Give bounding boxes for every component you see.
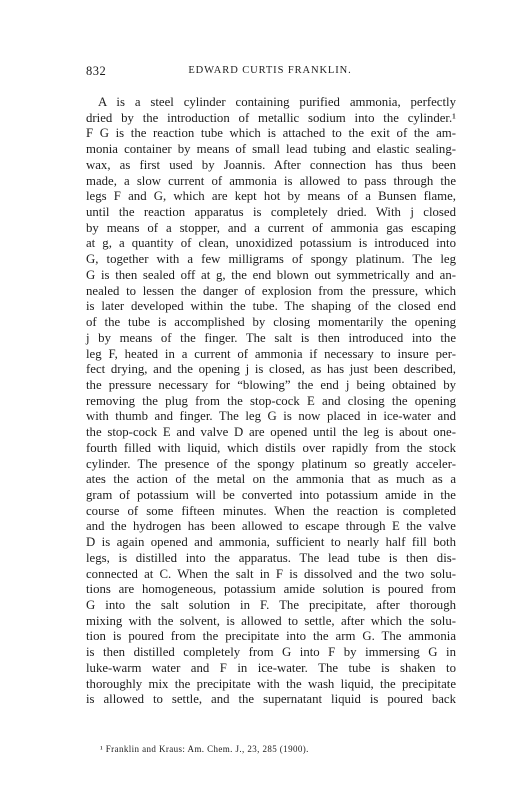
- text-line: wax, as first used by Joannis. After connection has thus been: [86, 157, 456, 172]
- text-line: at g, a quantity of clean, unoxidized potassium is introduced into: [86, 236, 456, 251]
- text-line: G into the salt solution in F. The precipitate, after thorough: [86, 598, 456, 612]
- text-line: and the hydrogen has been allowed to escape through E the valve: [86, 519, 456, 534]
- text-line: is allowed to settle, and the supernatant liquid is poured back: [86, 692, 456, 707]
- text-line: made, a slow current of ammonia is allowed to pass through the: [86, 173, 456, 188]
- text-line: until the reaction apparatus is completely dried. With j closed: [86, 205, 456, 220]
- text-line: tion is poured from the precipitate into the arm G. The ammonia: [86, 629, 456, 644]
- text-line: removing the plug from the stop-cock E and closing the opening: [86, 393, 456, 408]
- text-line: nealed to lessen the danger of explosion from the pressure, which: [86, 283, 456, 298]
- text-line: is then distilled completely from G into F by immersing G in: [86, 645, 456, 660]
- page-number: 832: [86, 64, 107, 78]
- running-title: EDWARD CURTIS FRANKLIN.: [188, 65, 352, 76]
- text-line: legs F and G, which are kept hot by means of a Bunsen flame,: [86, 189, 456, 204]
- text-line: G is then sealed off at g, the end blown out symmetrically and an-: [86, 267, 456, 282]
- text-line: with thumb and finger. The leg G is now placed in ice-water and: [86, 409, 456, 424]
- text-line: of the tube is accomplished by closing momentarily the opening: [86, 315, 456, 330]
- text-line: the stop-cock E and valve D are opened until the leg is about one-: [86, 425, 456, 440]
- text-line: ates the action of the metal on the ammonia that as much as a: [86, 472, 456, 487]
- text-line: luke-warm water and F in ice-water. The tube is shaken to: [86, 660, 456, 675]
- text-line: legs, is distilled into the apparatus. The lead tube is then dis-: [86, 550, 456, 565]
- footnote: ¹ Franklin and Kraus: Am. Chem. J., 23, 285 (1900).: [100, 744, 309, 754]
- text-line: dried by the introduction of metallic sodium into the cylinder.¹: [86, 110, 456, 125]
- text-line: thoroughly mix the precipitate with the wash liquid, the precipitate: [86, 676, 456, 691]
- text-line: D is again opened and ammonia, sufficient to nearly half fill both: [86, 535, 456, 550]
- text-line: G, together with a few milligrams of spongy platinum. The leg: [86, 252, 456, 267]
- text-line: mixing with the solvent, is allowed to settle, after which the solu-: [86, 613, 456, 628]
- text-line: by means of a stopper, and a current of ammonia gas escaping: [86, 220, 456, 235]
- text-line: the pressure necessary for “blowing” the end j being obtained by: [86, 377, 456, 392]
- text-line: F G is the reaction tube which is attached to the exit of the am-: [86, 126, 456, 141]
- text-line: fect drying, and the opening j is closed, as has just been described,: [86, 362, 456, 377]
- body-text: [86, 95, 456, 708]
- text-line: leg F, heated in a current of ammonia if necessary to insure per-: [86, 346, 456, 361]
- text-line: gram of potassium will be converted into potassium amide in the: [86, 487, 456, 502]
- text-line: cylinder. The presence of the spongy platinum so greatly acceler-: [86, 456, 456, 471]
- text-line: is later developed within the tube. The shaping of the closed end: [86, 299, 456, 314]
- text-line: connected at C. When the salt in F is dissolved and the two solu-: [86, 566, 456, 581]
- text-line: monia container by means of small lead tubing and elastic sealing-: [86, 142, 456, 157]
- running-head: [86, 64, 454, 80]
- text-line: fourth filled with liquid, which distils over rapidly from the stock: [86, 440, 456, 455]
- text-line: j by means of the finger. The salt is then introduced into the: [86, 330, 456, 345]
- text-line: tions are homogeneous, potassium amide solution is poured from: [86, 582, 456, 597]
- text-line: course of some fifteen minutes. When the reaction is completed: [86, 503, 456, 518]
- text-line: A is a steel cylinder containing purified ammonia, perfectly: [98, 95, 456, 109]
